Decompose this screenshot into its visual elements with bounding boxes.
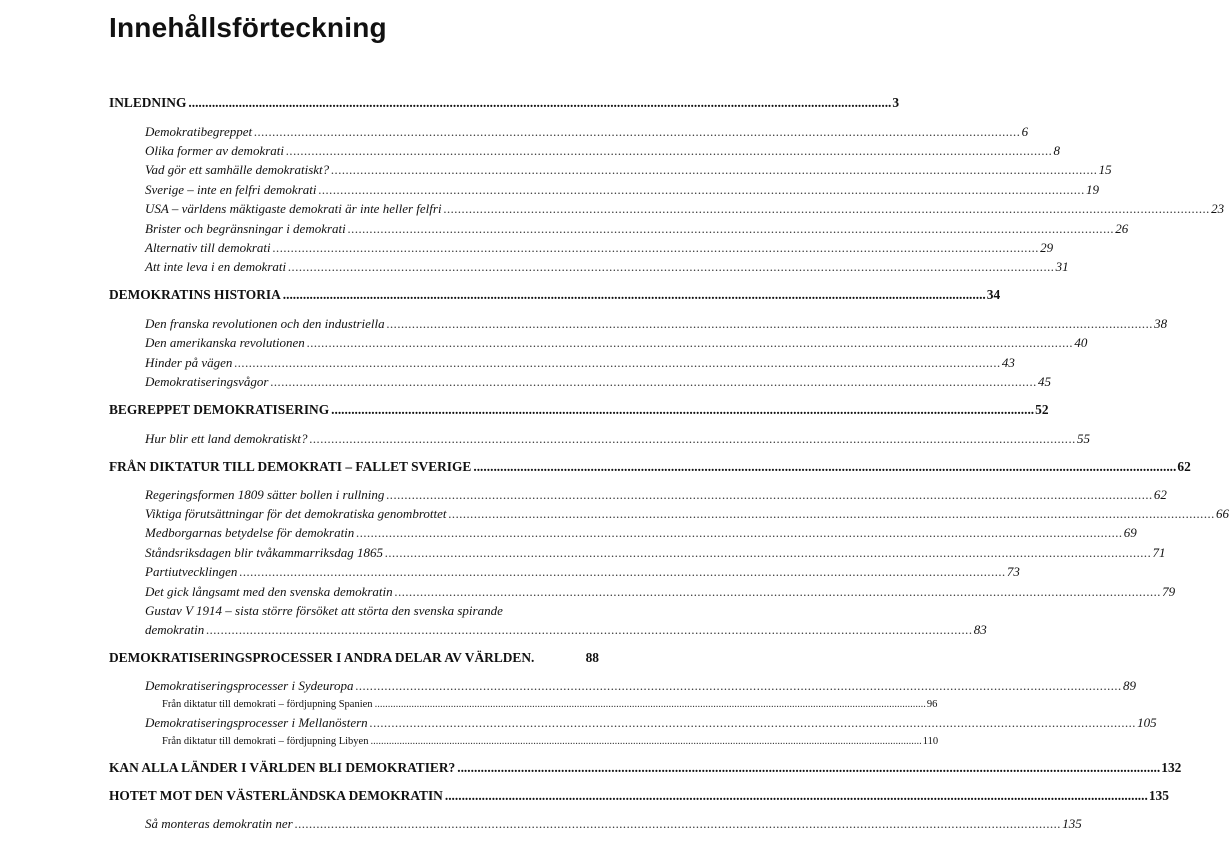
toc-entry-label: Det gick långsamt med den svenska demokratin bbox=[145, 584, 393, 599]
toc-page-number: 8 bbox=[1053, 143, 1061, 158]
toc-page-number: 66 bbox=[1216, 506, 1229, 521]
toc-entry-label: INLEDNING bbox=[109, 95, 187, 110]
toc-page-number: 96 bbox=[926, 699, 938, 710]
toc-chapter-historia[interactable] bbox=[109, 287, 1001, 303]
toc-entry-label: Hur blir ett land demokratiskt? bbox=[145, 431, 308, 446]
dot-leader: .................................................................................................................................................................................................................. bbox=[288, 259, 1055, 274]
toc-entry-label: Hinder på vägen bbox=[145, 355, 233, 370]
dot-leader: .................................................................................................................................................................................................................. bbox=[347, 221, 1115, 236]
toc-entry-label: FRÅN DIKTATUR TILL DEMOKRATI – FALLET SVERIGE bbox=[109, 459, 472, 474]
dot-leader: .................................................................................................................................................................................................................. bbox=[282, 287, 986, 302]
dot-leader: .................................................................................................................................................................................................................. bbox=[286, 143, 1053, 158]
toc-section[interactable] bbox=[145, 240, 1054, 256]
toc-section[interactable] bbox=[145, 355, 1015, 371]
toc-section[interactable] bbox=[145, 487, 1167, 503]
toc-section[interactable] bbox=[145, 678, 1136, 694]
toc-section[interactable] bbox=[145, 259, 1069, 275]
dot-leader: .................................................................................................................................................................................................................. bbox=[384, 545, 1152, 560]
toc-page-number: 31 bbox=[1055, 259, 1069, 274]
toc-entry-label: Den amerikanska revolutionen bbox=[145, 335, 305, 350]
dot-leader: .................................................................................................................................................................................................................. bbox=[443, 201, 1211, 216]
toc-entry-label: Alternativ till demokrati bbox=[145, 240, 271, 255]
dot-leader: .................................................................................................................................................................................................................. bbox=[356, 525, 1123, 540]
toc-entry-label: Demokratiseringsprocesser i Mellanöstern bbox=[145, 715, 368, 730]
toc-entry-label: Demokratiseringsprocesser i Sydeuropa bbox=[145, 678, 354, 693]
toc-section[interactable] bbox=[145, 182, 1099, 198]
toc-entry-label: Vad gör ett samhälle demokratiskt? bbox=[145, 162, 330, 177]
toc-entry-label: Från diktatur till demokrati – fördjupning Spanien bbox=[162, 699, 373, 710]
toc-page-number: 15 bbox=[1098, 162, 1112, 177]
dot-leader: .................................................................................................................................................................................................................. bbox=[457, 760, 1161, 775]
page-title: Innehållsförteckning bbox=[109, 12, 387, 43]
toc-page-number: 135 bbox=[1148, 788, 1169, 803]
toc-entry-label: USA – världens mäktigaste demokrati är inte heller felfri bbox=[145, 201, 442, 216]
toc-page-number: 19 bbox=[1085, 182, 1099, 197]
toc-entry-label: Så monteras demokratin ner bbox=[145, 816, 293, 831]
toc-entry-label: HOTET MOT DEN VÄSTERLÄNDSKA DEMOKRATIN bbox=[109, 788, 443, 803]
dot-leader: .................................................................................................................................................................................................................. bbox=[234, 355, 1001, 370]
dot-leader: .................................................................................................................................................................................................................. bbox=[473, 459, 1177, 474]
dot-leader: .................................................................................................................................................................................................................. bbox=[386, 487, 1153, 502]
toc-page-number: 105 bbox=[1137, 715, 1157, 730]
toc-entry-label: Brister och begränsningar i demokrati bbox=[145, 221, 346, 236]
dot-leader: .................................................................................................................................................................................................................. bbox=[444, 788, 1148, 803]
toc-page-number: 52 bbox=[1035, 402, 1049, 417]
dot-leader: .................................................................................................................................................................................................................. bbox=[448, 506, 1216, 521]
toc-page-number: 73 bbox=[1006, 564, 1020, 579]
toc-section[interactable] bbox=[145, 584, 1176, 600]
toc-section-gustav-line1[interactable]: Gustav V 1914 – sista större försöket att störta den svenska spirande bbox=[145, 603, 503, 618]
dot-leader: .................................................................................................................................................................................................................. bbox=[331, 402, 1035, 417]
toc-section[interactable] bbox=[145, 221, 1129, 237]
toc-entry-label: KAN ALLA LÄNDER I VÄRLDEN BLI DEMOKRATIER? bbox=[109, 760, 456, 775]
toc-entry-label: Från diktatur till demokrati – fördjupning Libyen bbox=[162, 736, 369, 747]
toc-section[interactable] bbox=[145, 316, 1168, 332]
dot-leader: .................................................................................................................................................................................................................. bbox=[386, 316, 1154, 331]
toc-chapter-begreppet[interactable] bbox=[109, 402, 1049, 418]
toc-page-number: 89 bbox=[1122, 678, 1136, 693]
toc-section[interactable] bbox=[145, 374, 1051, 390]
toc-entry-label: Regeringsformen 1809 sätter bollen i rullning bbox=[145, 487, 385, 502]
dot-leader: .................................................................................................................................................................................................................. bbox=[331, 162, 1098, 177]
toc-page-number: 40 bbox=[1074, 335, 1088, 350]
toc-section-gustav[interactable] bbox=[145, 622, 987, 638]
toc-chapter-sverige[interactable] bbox=[109, 459, 1191, 475]
toc-page-number: 3 bbox=[892, 95, 900, 110]
toc-page-number: 88 bbox=[585, 650, 599, 665]
toc-section[interactable] bbox=[145, 506, 1229, 522]
toc-entry-label: Sverige – inte en felfri demokrati bbox=[145, 182, 317, 197]
toc-entry-label: Den franska revolutionen och den industriella bbox=[145, 316, 385, 331]
toc-entry-label: Medborgarnas betydelse för demokratin bbox=[145, 525, 355, 540]
toc-entry-label: Att inte leva i en demokrati bbox=[145, 259, 287, 274]
toc-section[interactable] bbox=[145, 335, 1088, 351]
toc-section[interactable] bbox=[145, 816, 1082, 832]
dot-leader: .................................................................................................................................................................................................................. bbox=[270, 374, 1037, 389]
dot-leader: .................................................................................................................................................................................................................. bbox=[355, 678, 1122, 693]
toc-page-number: 79 bbox=[1162, 584, 1176, 599]
toc-page-number: 6 bbox=[1021, 124, 1029, 139]
toc-section[interactable] bbox=[145, 201, 1225, 217]
toc-entry-label: Viktiga förutsättningar för det demokratiska genombrottet bbox=[145, 506, 447, 521]
toc-section[interactable] bbox=[145, 525, 1137, 541]
toc-page-number: 71 bbox=[1152, 545, 1166, 560]
dot-leader: .................................................................................................................................................................................................................. bbox=[239, 564, 1006, 579]
toc-page-number: 62 bbox=[1177, 459, 1191, 474]
toc-page-number: 23 bbox=[1211, 201, 1225, 216]
toc-page-number: 38 bbox=[1154, 316, 1168, 331]
dot-leader: .................................................................................................................................................................................................................. bbox=[206, 622, 973, 637]
toc-page-number: 110 bbox=[922, 736, 939, 747]
toc-page-number: 45 bbox=[1038, 374, 1051, 389]
toc-page-number: 69 bbox=[1123, 525, 1137, 540]
toc-chapter-hotet[interactable] bbox=[109, 788, 1169, 804]
toc-section[interactable] bbox=[145, 143, 1061, 159]
toc-page-number: 43 bbox=[1001, 355, 1015, 370]
toc-entry-label: Olika former av demokrati bbox=[145, 143, 285, 158]
toc-entry-label: Demokratibegreppet bbox=[145, 124, 253, 139]
toc-page-number: 34 bbox=[986, 287, 1001, 302]
toc-section[interactable] bbox=[145, 715, 1157, 731]
toc-subsection[interactable] bbox=[162, 736, 939, 747]
toc-chapter-alla-lander[interactable] bbox=[109, 760, 1182, 776]
toc-entry-label: Demokratiseringsvågor bbox=[145, 374, 269, 389]
toc-chapter-inledning[interactable] bbox=[109, 95, 900, 111]
toc-entry-label: demokratin bbox=[145, 622, 205, 637]
dot-leader: .................................................................................................................................................................................................................. bbox=[370, 736, 922, 747]
toc-entry-label: BEGREPPET DEMOKRATISERING bbox=[109, 402, 330, 417]
dot-leader: .................................................................................................................................................................................................................. bbox=[294, 816, 1062, 831]
dot-leader: .................................................................................................................................................................................................................. bbox=[188, 95, 892, 110]
toc-page-number: 135 bbox=[1062, 816, 1082, 831]
toc-page-number: 62 bbox=[1153, 487, 1167, 502]
toc-page-number: 29 bbox=[1040, 240, 1054, 255]
toc-page-number: 83 bbox=[973, 622, 987, 637]
toc-section[interactable] bbox=[145, 431, 1090, 447]
toc-page-number: 132 bbox=[1161, 760, 1182, 775]
toc-section[interactable] bbox=[145, 124, 1029, 140]
toc-page-number: 26 bbox=[1115, 221, 1129, 236]
toc-entry-label: DEMOKRATISERINGSPROCESSER I ANDRA DELAR AV VÄRLDEN. bbox=[109, 650, 535, 665]
toc-section[interactable] bbox=[145, 564, 1020, 580]
toc-section[interactable] bbox=[145, 545, 1166, 561]
dot-leader: .................................................................................................................................................................................................................. bbox=[374, 699, 926, 710]
toc-section[interactable] bbox=[145, 162, 1112, 178]
dot-leader: .................................................................................................................................................................................................................. bbox=[369, 715, 1137, 730]
dot-leader: .................................................................................................................................................................................................................. bbox=[394, 584, 1162, 599]
toc-chapter-andra-delar[interactable] bbox=[109, 650, 599, 666]
toc-subsection[interactable] bbox=[162, 699, 938, 710]
toc-entry-label: DEMOKRATINS HISTORIA bbox=[109, 287, 281, 302]
dot-leader: .................................................................................................................................................................................................................. bbox=[306, 335, 1074, 350]
dot-leader: .................................................................................................................................................................................................................. bbox=[254, 124, 1021, 139]
dot-leader: .................................................................................................................................................................................................................. bbox=[309, 431, 1076, 446]
toc-page-number: 55 bbox=[1077, 431, 1090, 446]
toc-entry-label: Ståndsriksdagen blir tvåkammarriksdag 1865 bbox=[145, 545, 383, 560]
dot-leader: .................................................................................................................................................................................................................. bbox=[318, 182, 1085, 197]
dot-leader: .................................................................................................................................................................................................................. bbox=[272, 240, 1040, 255]
toc-entry-label: Partiutvecklingen bbox=[145, 564, 238, 579]
